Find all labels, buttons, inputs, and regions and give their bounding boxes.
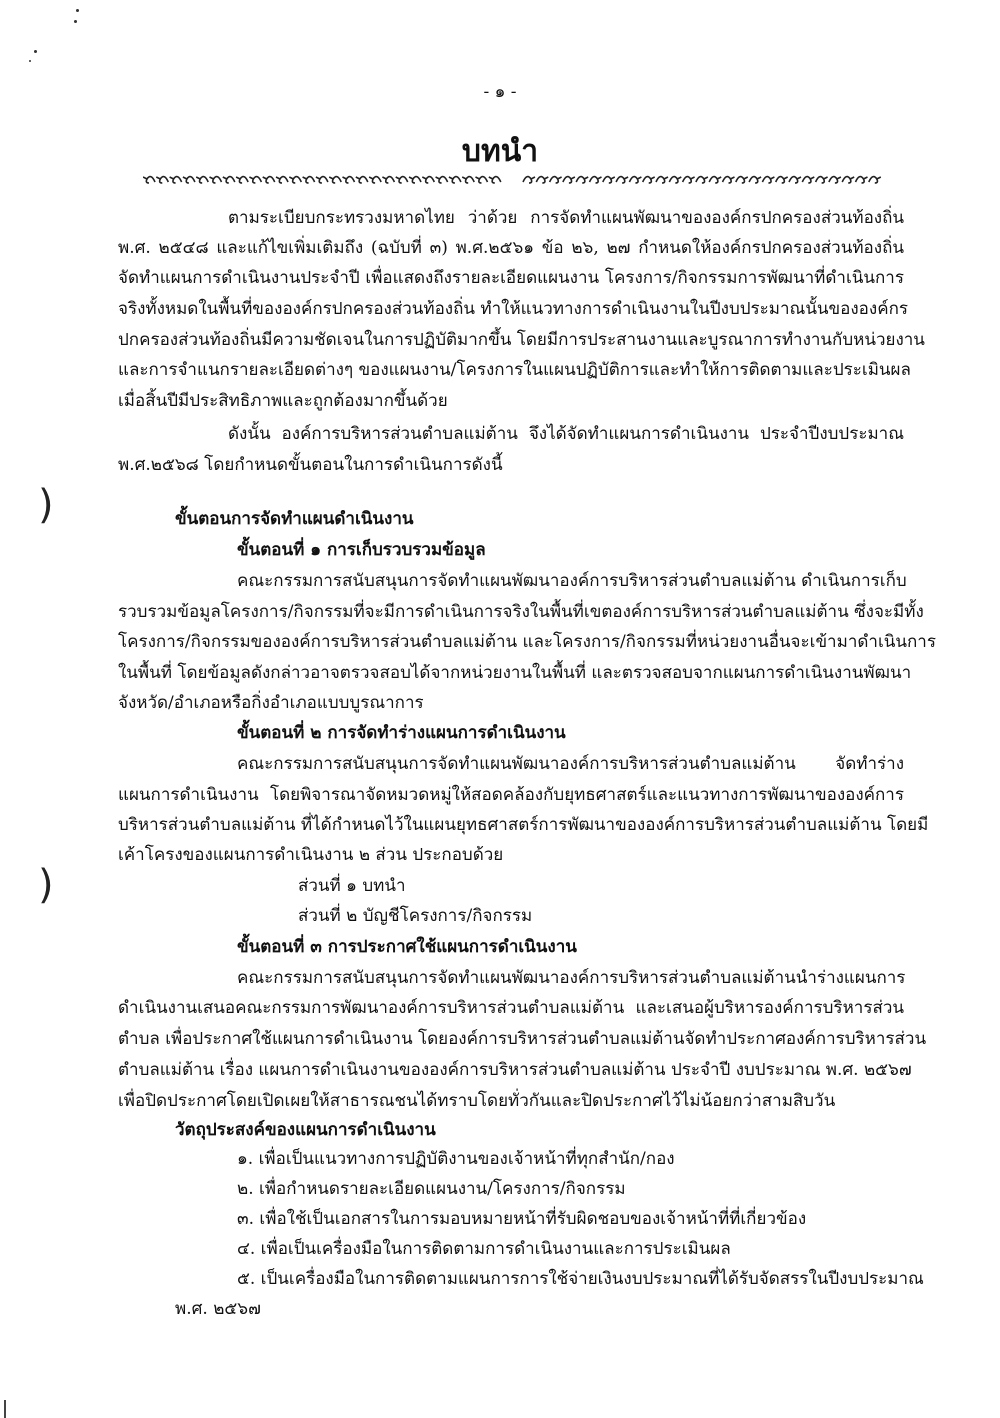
step-line: ตำบลแม่ต้าน เรื่อง แผนการดำเนินงานขององค์การบริหารส่วนตำบลแม่ต้าน ประจำปี งบประมาณ พ.ศ. ๒๕๖๗ bbox=[118, 1060, 912, 1080]
intro-line: จริงทั้งหมดในพื้นที่ขององค์กรปกครองส่วนท้องถิ่น ทำให้แนวทางการดำเนินงานในปีงบประมาณนั้นขององค์กร bbox=[118, 299, 908, 319]
step-line: เค้าโครงของแผนการดำเนินงาน ๒ ส่วน ประกอบด้วย bbox=[118, 845, 504, 865]
scan-speck bbox=[74, 20, 77, 23]
step-line: เพื่อปิดประกาศโดยเปิดเผยให้สาธารณชนได้ทราบโดยทั่วกันและปิดประกาศไว้ไม่น้อยกว่าสามสิบวัน bbox=[118, 1091, 836, 1111]
step-line: คณะกรรมการสนับสนุนการจัดทำแผนพัฒนาองค์การบริหารส่วนตำบลแม่ต้านนำร่างแผนการ bbox=[237, 968, 906, 988]
intro-line: เมื่อสิ้นปีมีประสิทธิภาพและถูกต้องมากขึ้นด้วย bbox=[118, 391, 448, 411]
intro-line: พ.ศ. ๒๕๔๘ และแก้ไขเพิ่มเติมถึง (ฉบับที่ ๓) พ.ศ.๒๕๖๑ ข้อ ๒๖, ๒๗ กำหนดให้องค์กรปกครองส่วนท้องถิ่น bbox=[118, 238, 904, 258]
step-line: ดำเนินงานเสนอคณะกรรมการพัฒนาองค์การบริหารส่วนตำบลแม่ต้าน และเสนอผู้บริหารองค์การบริหารส่วน bbox=[118, 998, 904, 1018]
step-heading: ขั้นตอนที่ ๑ การเก็บรวบรวมข้อมูล bbox=[237, 540, 486, 560]
step-line: แผนการดำเนินงาน โดยพิจารณาจัดหมวดหมู่ให้สอดคล้องกับยุทธศาสตร์และแนวทางการพัฒนาขององค์การ bbox=[118, 785, 904, 805]
objective-item: ๔. เพื่อเป็นเครื่องมือในการติดตามการดำเนินงานและการประเมินผล bbox=[237, 1239, 731, 1259]
plan-part: ส่วนที่ ๑ บทนำ bbox=[298, 876, 406, 896]
scan-edge-mark bbox=[4, 1400, 6, 1418]
step-line: โครงการ/กิจกรรมขององค์การบริหารส่วนตำบลแม่ต้าน และโครงการ/กิจกรรมที่หน่วยงานอื่นจะเข้ามาดำเนินการ bbox=[118, 632, 936, 652]
objective-item: ๕. เป็นเครื่องมือในการติดตามแผนการการใช้จ่ายเงินงบประมาณที่ได้รับจัดสรรในปีงบประมาณ bbox=[237, 1269, 924, 1289]
step-heading: ขั้นตอนที่ ๒ การจัดทำร่างแผนการดำเนินงาน bbox=[237, 723, 566, 743]
step-line: คณะกรรมการสนับสนุนการจัดทำแผนพัฒนาองค์การบริหารส่วนตำบลแม่ต้าน จัดทำร่าง bbox=[237, 754, 904, 774]
binder-hole-mark: ) bbox=[38, 482, 54, 528]
objectives-heading: วัตถุประสงค์ของแผนการดำเนินงาน bbox=[175, 1120, 436, 1140]
objective-item: ๒. เพื่อกำหนดรายละเอียดแผนงาน/โครงการ/กิจกรรม bbox=[237, 1179, 626, 1199]
step-line: จังหวัด/อำเภอหรือกิ่งอำเภอแบบบูรณาการ bbox=[118, 693, 424, 713]
step-line: ตำบล เพื่อประกาศใช้แผนการดำเนินงาน โดยองค์การบริหารส่วนตำบลแม่ต้านจัดทำประกาศองค์การบริหารส่วน bbox=[118, 1029, 927, 1049]
section-heading: ขั้นตอนการจัดทำแผนดำเนินงาน bbox=[175, 509, 414, 529]
step-line: ในพื้นที่ โดยข้อมูลดังกล่าวอาจตรวจสอบได้จากหน่วยงานในพื้นที่ และตรวจสอบจากแผนการดำเนินงานพัฒนา bbox=[118, 663, 912, 683]
scan-speck bbox=[34, 50, 37, 53]
intro-line: และการจำแนกรายละเอียดต่างๆ ของแผนงาน/โครงการในแผนปฏิบัติการและทำให้การติดตามและประเมินผล bbox=[118, 360, 911, 380]
plan-part: ส่วนที่ ๒ บัญชีโครงการ/กิจกรรม bbox=[298, 906, 533, 926]
objective-item: ๓. เพื่อใช้เป็นเอกสารในการมอบหมายหน้าที่รับผิดชอบของเจ้าหน้าที่ที่เกี่ยวข้อง bbox=[237, 1209, 807, 1229]
decorative-divider-icon bbox=[143, 170, 883, 188]
step-line: คณะกรรมการสนับสนุนการจัดทำแผนพัฒนาองค์การบริหารส่วนตำบลแม่ต้าน ดำเนินการเก็บ bbox=[237, 571, 907, 591]
objective-item: ๑. เพื่อเป็นแนวทางการปฏิบัติงานของเจ้าหน้าที่ทุกสำนัก/กอง bbox=[237, 1149, 675, 1169]
intro-line: พ.ศ.๒๕๖๘ โดยกำหนดขั้นตอนในการดำเนินการดังนี้ bbox=[118, 455, 503, 475]
page-title: บทนำ bbox=[461, 134, 539, 169]
step-line: รวบรวมข้อมูลโครงการ/กิจกรรมที่จะมีการดำเนินการจริงในพื้นที่เขตองค์การบริหารส่วนตำบลแม่ต้าน ซึ่งจะมีทั้ง bbox=[118, 602, 924, 622]
scan-speck bbox=[76, 9, 79, 12]
intro-line: จัดทำแผนการดำเนินงานประจำปี เพื่อแสดงถึงรายละเอียดแผนงาน โครงการ/กิจกรรมการพัฒนาที่ดำเนินการ bbox=[118, 268, 904, 288]
objective-continuation: พ.ศ. ๒๕๖๗ bbox=[175, 1299, 261, 1319]
intro-line: ปกครองส่วนท้องถิ่นมีความชัดเจนในการปฏิบัติมากขึ้น โดยมีการประสานงานและบูรณาการทำงานกับหน่วยงาน bbox=[118, 330, 925, 350]
intro-line: ตามระเบียบกระทรวงมหาดไทย ว่าด้วย การจัดทำแผนพัฒนาขององค์กรปกครองส่วนท้องถิ่น bbox=[228, 208, 904, 228]
page-number: - ๑ - bbox=[483, 82, 517, 102]
step-line: บริหารส่วนตำบลแม่ต้าน ที่ได้กำหนดไว้ในแผนยุทธศาสตร์การพัฒนาขององค์การบริหารส่วนตำบลแม่ต้าน โดยมี bbox=[118, 815, 929, 835]
binder-hole-mark: ) bbox=[38, 862, 54, 908]
intro-line: ดังนั้น องค์การบริหารส่วนตำบลแม่ต้าน จึงได้จัดทำแผนการดำเนินงาน ประจำปีงบประมาณ bbox=[228, 424, 904, 444]
scan-speck bbox=[29, 60, 31, 62]
step-heading: ขั้นตอนที่ ๓ การประกาศใช้แผนการดำเนินงาน bbox=[237, 937, 577, 957]
